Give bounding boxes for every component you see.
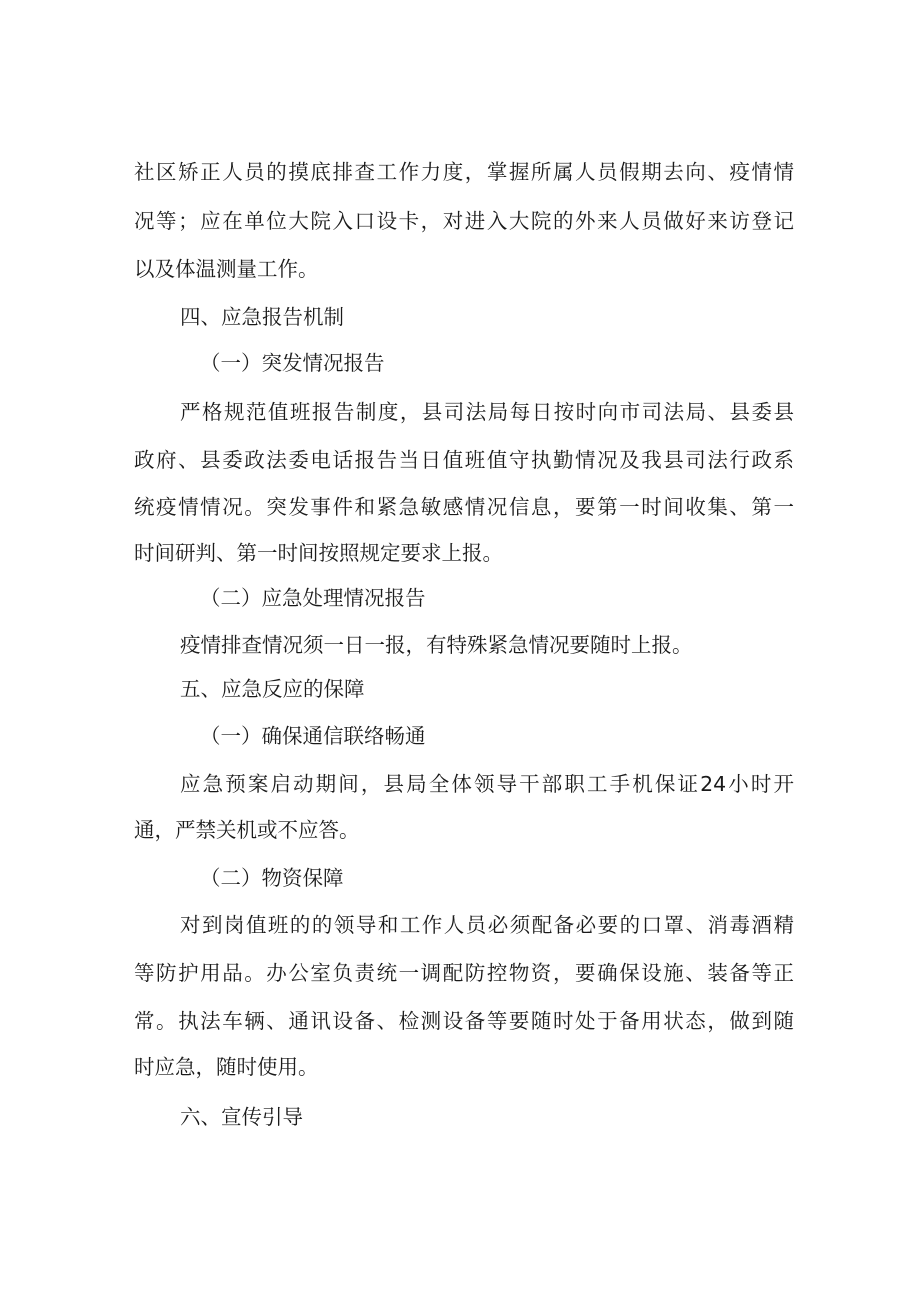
subsection-heading: （二）物资保障 [200, 866, 344, 890]
section-heading: 四、应急报告机制 [180, 305, 344, 329]
body-text-line: 时应急，随时使用。 [134, 1055, 319, 1079]
section-heading: 六、宣传引导 [180, 1105, 303, 1129]
subsection-heading: （一）确保通信联络畅通 [200, 724, 426, 748]
section-heading: 五、应急反应的保障 [180, 677, 365, 701]
subsection-heading: （二）应急处理情况报告 [200, 586, 426, 610]
body-text-line: 时间研判、第一时间按照规定要求上报。 [134, 541, 503, 565]
body-text-line: 以及体温测量工作。 [134, 257, 319, 281]
body-text-line: 对到岗值班的的领导和工作人员必须配备必要的口罩、消毒酒精 [180, 913, 794, 937]
body-text-line: 疫情排查情况须一日一报，有特殊紧急情况要随时上报。 [180, 633, 693, 657]
body-text-line: 统疫情情况。突发事件和紧急敏感情况信息，要第一时间收集、第一 [134, 495, 794, 519]
body-text-line: 常。执法车辆、通讯设备、检测设备等要随时处于备用状态，做到随 [134, 1009, 794, 1033]
body-text-line: 社区矫正人员的摸底排查工作力度，掌握所属人员假期去向、疫情情 [134, 160, 794, 184]
body-text-line: 政府、县委政法委电话报告当日值班值守执勤情况及我县司法行政系 [134, 448, 794, 472]
body-text-line: 通，严禁关机或不应答。 [134, 818, 360, 842]
body-text-line: 应急预案启动期间，县局全体领导干部职工手机保证24小时开 [180, 772, 794, 796]
subsection-heading: （一）突发情况报告 [200, 351, 385, 375]
body-text-line: 况等；应在单位大院入口设卡，对进入大院的外来人员做好来访登记 [134, 209, 794, 233]
body-text-line: 等防护用品。办公室负责统一调配防控物资，要确保设施、装备等正 [134, 961, 794, 985]
body-text-line: 严格规范值班报告制度，县司法局每日按时向市司法局、县委县 [180, 400, 794, 424]
